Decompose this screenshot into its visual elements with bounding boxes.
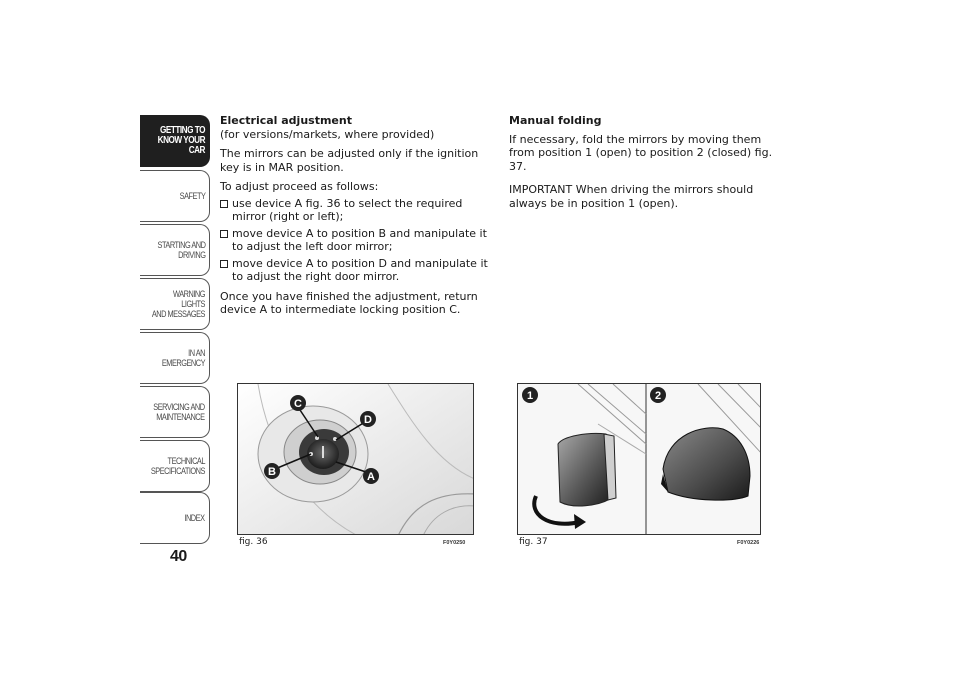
mirror-folding-illustration (518, 384, 761, 535)
list-item-text: move device A to position D and manipulate it to adjust the right door mirror. (232, 256, 488, 283)
tab-label: TECHNICAL SPECIFICATIONS (150, 456, 205, 476)
section-heading: Manual folding (509, 114, 602, 127)
electrical-adjustment-section (220, 114, 492, 323)
list-item (220, 257, 492, 284)
paragraph: The mirrors can be adjusted only if the ignition key is in MAR position. (220, 147, 479, 174)
tab-label: INDEX (184, 513, 205, 523)
manual-folding-section (509, 114, 774, 216)
checkbox-bullet-icon (220, 260, 228, 268)
paragraph: If necessary, fold the mirrors by moving them from position 1 (open) to position 2 (closed) fig. 37. (509, 132, 773, 173)
figure-36-mirror-control (237, 383, 474, 535)
tab-getting-to-know-your-car[interactable] (140, 115, 210, 167)
mirror-control-illustration (238, 384, 474, 535)
figure-code: F0Y0226 (737, 540, 760, 546)
tab-label: GETTING TO KNOW YOUR CAR (157, 125, 205, 156)
paragraph: Once you have finished the adjustment, return device A to intermediate locking position C. (220, 289, 478, 316)
tab-label: SAFETY (179, 191, 205, 201)
list-item-text: use device A fig. 36 to select the required mirror (right or left); (232, 196, 463, 223)
tab-warning-lights[interactable] (140, 278, 210, 330)
label-a: A (367, 471, 375, 483)
label-position-1: 1 (526, 390, 534, 402)
tab-index[interactable] (140, 492, 210, 544)
label-d: D (364, 414, 372, 426)
paragraph: IMPORTANT When driving the mirrors should always be in position 1 (open). (509, 183, 754, 210)
figure-caption: fig. 36 (239, 537, 268, 547)
section-heading: Electrical adjustment (220, 114, 352, 127)
section-subheading: (for versions/markets, where provided) (220, 127, 435, 141)
figure-caption: fig. 37 (519, 537, 548, 547)
paragraph: To adjust proceed as follows: (220, 180, 379, 193)
tab-servicing-and-maintenance[interactable] (140, 386, 210, 438)
tab-safety[interactable] (140, 170, 210, 222)
bullet-list (220, 197, 492, 284)
tab-starting-and-driving[interactable] (140, 224, 210, 276)
list-item (220, 227, 492, 254)
tab-technical-specifications[interactable] (140, 440, 210, 492)
checkbox-bullet-icon (220, 200, 228, 208)
tab-label: IN AN EMERGENCY (161, 348, 205, 368)
tab-label: STARTING AND DRIVING (157, 240, 205, 260)
list-item-text: move device A to position B and manipulate it to adjust the left door mirror; (232, 226, 487, 253)
page-number: 40 (170, 548, 187, 565)
figure-37-mirror-folding (517, 383, 761, 535)
checkbox-bullet-icon (220, 230, 228, 238)
label-b: B (268, 466, 276, 478)
figure-code: F0Y0250 (443, 540, 466, 546)
label-position-2: 2 (654, 390, 662, 402)
tab-label: SERVICING AND MAINTENANCE (153, 402, 205, 422)
tab-in-an-emergency[interactable] (140, 332, 210, 384)
tab-label: WARNING LIGHTS AND MESSAGES (151, 289, 205, 319)
label-c: C (294, 398, 302, 410)
list-item (220, 197, 492, 224)
